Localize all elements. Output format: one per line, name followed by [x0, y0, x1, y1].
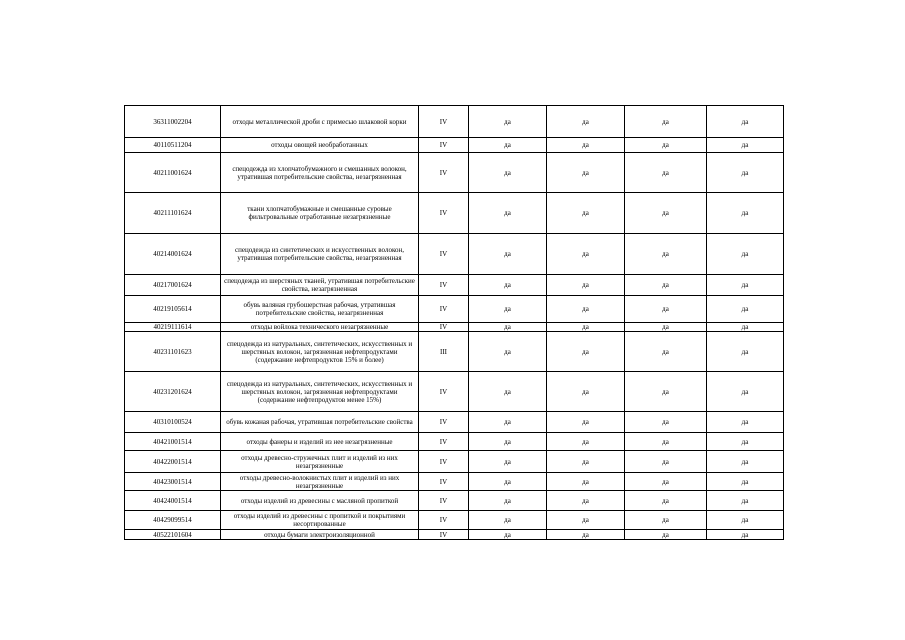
flag-cell: да	[547, 372, 625, 412]
flag-cell: да	[707, 433, 784, 451]
flag-cell: да	[625, 296, 707, 323]
flag-cell: да	[547, 473, 625, 491]
flag-cell: да	[547, 106, 625, 138]
flag-cell: да	[469, 511, 547, 530]
flag-cell: да	[625, 153, 707, 193]
flag-cell: да	[469, 332, 547, 372]
hazard-class-cell: IV	[419, 153, 469, 193]
waste-name-cell: отходы бумаги электроизоляционной	[221, 530, 419, 540]
flag-cell: да	[547, 153, 625, 193]
hazard-class-cell: IV	[419, 530, 469, 540]
waste-code-cell: 40422001514	[125, 451, 221, 473]
waste-code-cell: 40421001514	[125, 433, 221, 451]
hazard-class-cell: IV	[419, 433, 469, 451]
flag-cell: да	[547, 275, 625, 296]
flag-cell: да	[707, 138, 784, 153]
flag-cell: да	[707, 473, 784, 491]
flag-cell: да	[469, 138, 547, 153]
flag-cell: да	[469, 491, 547, 511]
flag-cell: да	[625, 473, 707, 491]
waste-name-cell: отходы древесно-стружечных плит и изделий из них незагрязненные	[221, 451, 419, 473]
flag-cell: да	[625, 433, 707, 451]
flag-cell: да	[707, 451, 784, 473]
waste-code-cell: 40110511204	[125, 138, 221, 153]
flag-cell: да	[625, 451, 707, 473]
waste-code-cell: 40217001624	[125, 275, 221, 296]
hazard-class-cell: IV	[419, 275, 469, 296]
flag-cell: да	[707, 491, 784, 511]
flag-cell: да	[625, 193, 707, 234]
waste-name-cell: обувь кожаная рабочая, утратившая потребительские свойства	[221, 412, 419, 433]
waste-code-cell: 40429099514	[125, 511, 221, 530]
waste-name-cell: отходы войлока технического незагрязненные	[221, 323, 419, 332]
hazard-class-cell: IV	[419, 106, 469, 138]
flag-cell: да	[707, 511, 784, 530]
flag-cell: да	[625, 491, 707, 511]
table-row	[125, 275, 784, 296]
hazard-class-cell: IV	[419, 451, 469, 473]
table-row	[125, 511, 784, 530]
waste-name-cell: отходы изделий из древесины с пропиткой и покрытиями несортированные	[221, 511, 419, 530]
table-row	[125, 491, 784, 511]
waste-code-cell: 40231201624	[125, 372, 221, 412]
flag-cell: да	[625, 332, 707, 372]
flag-cell: да	[707, 332, 784, 372]
hazard-class-cell: IV	[419, 511, 469, 530]
waste-name-cell: спецодежда из натуральных, синтетических, искусственных и шерстяных волокон, загрязненная нефтепродуктами (содержание нефтепродуктов 15% и более)	[221, 332, 419, 372]
flag-cell: да	[469, 451, 547, 473]
waste-code-cell: 40211101624	[125, 193, 221, 234]
waste-name-cell: обувь валяная грубошерстная рабочая, утратившая потребительские свойства, незагрязненная	[221, 296, 419, 323]
waste-code-cell: 36311002204	[125, 106, 221, 138]
flag-cell: да	[547, 491, 625, 511]
hazard-class-cell: IV	[419, 234, 469, 275]
waste-name-cell: спецодежда из синтетических и искусственных волокон, утратившая потребительские свойства, незагрязненная	[221, 234, 419, 275]
flag-cell: да	[547, 433, 625, 451]
flag-cell: да	[547, 323, 625, 332]
waste-name-cell: ткани хлопчатобумажные и смешанные суровые фильтровальные отработанные незагрязненные	[221, 193, 419, 234]
table-row	[125, 323, 784, 332]
flag-cell: да	[547, 193, 625, 234]
flag-cell: да	[625, 106, 707, 138]
hazard-class-cell: III	[419, 332, 469, 372]
table-row	[125, 372, 784, 412]
waste-code-cell: 40310100524	[125, 412, 221, 433]
waste-code-cell: 40214001624	[125, 234, 221, 275]
waste-name-cell: спецодежда из хлопчатобумажного и смешанных волокон, утратившая потребительские свойства, незагрязненная	[221, 153, 419, 193]
flag-cell: да	[469, 412, 547, 433]
table-row	[125, 106, 784, 138]
table-row	[125, 296, 784, 323]
flag-cell: да	[707, 296, 784, 323]
waste-name-cell: спецодежда из натуральных, синтетических, искусственных и шерстяных волокон, загрязненная нефтепродуктами (содержание нефтепродуктов менее 15%)	[221, 372, 419, 412]
flag-cell: да	[547, 234, 625, 275]
hazard-class-cell: IV	[419, 412, 469, 433]
table-row	[125, 530, 784, 540]
flag-cell: да	[547, 138, 625, 153]
flag-cell: да	[707, 193, 784, 234]
flag-cell: да	[469, 473, 547, 491]
flag-cell: да	[469, 323, 547, 332]
waste-code-cell: 40231101623	[125, 332, 221, 372]
flag-cell: да	[547, 412, 625, 433]
flag-cell: да	[547, 332, 625, 372]
flag-cell: да	[469, 275, 547, 296]
waste-code-cell: 40522101604	[125, 530, 221, 540]
flag-cell: да	[707, 323, 784, 332]
table-row	[125, 451, 784, 473]
waste-code-cell: 40211001624	[125, 153, 221, 193]
flag-cell: да	[469, 433, 547, 451]
flag-cell: да	[625, 530, 707, 540]
flag-cell: да	[625, 234, 707, 275]
hazard-class-cell: IV	[419, 323, 469, 332]
table-row	[125, 193, 784, 234]
table-row	[125, 234, 784, 275]
flag-cell: да	[625, 372, 707, 412]
waste-code-cell: 40423001514	[125, 473, 221, 491]
waste-name-cell: отходы фанеры и изделий из нее незагрязненные	[221, 433, 419, 451]
flag-cell: да	[547, 296, 625, 323]
flag-cell: да	[625, 323, 707, 332]
waste-classification-table	[124, 105, 784, 540]
waste-name-cell: отходы металлической дроби с примесью шлаковой корки	[221, 106, 419, 138]
flag-cell: да	[625, 412, 707, 433]
waste-name-cell: спецодежда из шерстяных тканей, утратившая потребительские свойства, незагрязненная	[221, 275, 419, 296]
flag-cell: да	[469, 372, 547, 412]
flag-cell: да	[469, 296, 547, 323]
waste-name-cell: отходы древесно-волокнистых плит и изделий из них незагрязненные	[221, 473, 419, 491]
waste-code-cell: 40424001514	[125, 491, 221, 511]
flag-cell: да	[707, 275, 784, 296]
hazard-class-cell: IV	[419, 296, 469, 323]
flag-cell: да	[625, 511, 707, 530]
flag-cell: да	[469, 106, 547, 138]
hazard-class-cell: IV	[419, 193, 469, 234]
hazard-class-cell: IV	[419, 372, 469, 412]
hazard-class-cell: IV	[419, 491, 469, 511]
waste-code-cell: 40219105614	[125, 296, 221, 323]
flag-cell: да	[707, 530, 784, 540]
table-row	[125, 138, 784, 153]
flag-cell: да	[547, 530, 625, 540]
hazard-class-cell: IV	[419, 138, 469, 153]
flag-cell: да	[547, 451, 625, 473]
flag-cell: да	[707, 153, 784, 193]
flag-cell: да	[469, 153, 547, 193]
flag-cell: да	[469, 530, 547, 540]
flag-cell: да	[707, 372, 784, 412]
flag-cell: да	[469, 193, 547, 234]
table-row	[125, 412, 784, 433]
flag-cell: да	[707, 412, 784, 433]
flag-cell: да	[625, 138, 707, 153]
table-row	[125, 433, 784, 451]
flag-cell: да	[469, 234, 547, 275]
table-row	[125, 153, 784, 193]
flag-cell: да	[707, 234, 784, 275]
table-row	[125, 473, 784, 491]
waste-name-cell: отходы изделий из древесины с масляной пропиткой	[221, 491, 419, 511]
flag-cell: да	[707, 106, 784, 138]
flag-cell: да	[547, 511, 625, 530]
table-row	[125, 332, 784, 372]
hazard-class-cell: IV	[419, 473, 469, 491]
flag-cell: да	[625, 275, 707, 296]
waste-code-cell: 40219111614	[125, 323, 221, 332]
waste-name-cell: отходы овощей необработанных	[221, 138, 419, 153]
